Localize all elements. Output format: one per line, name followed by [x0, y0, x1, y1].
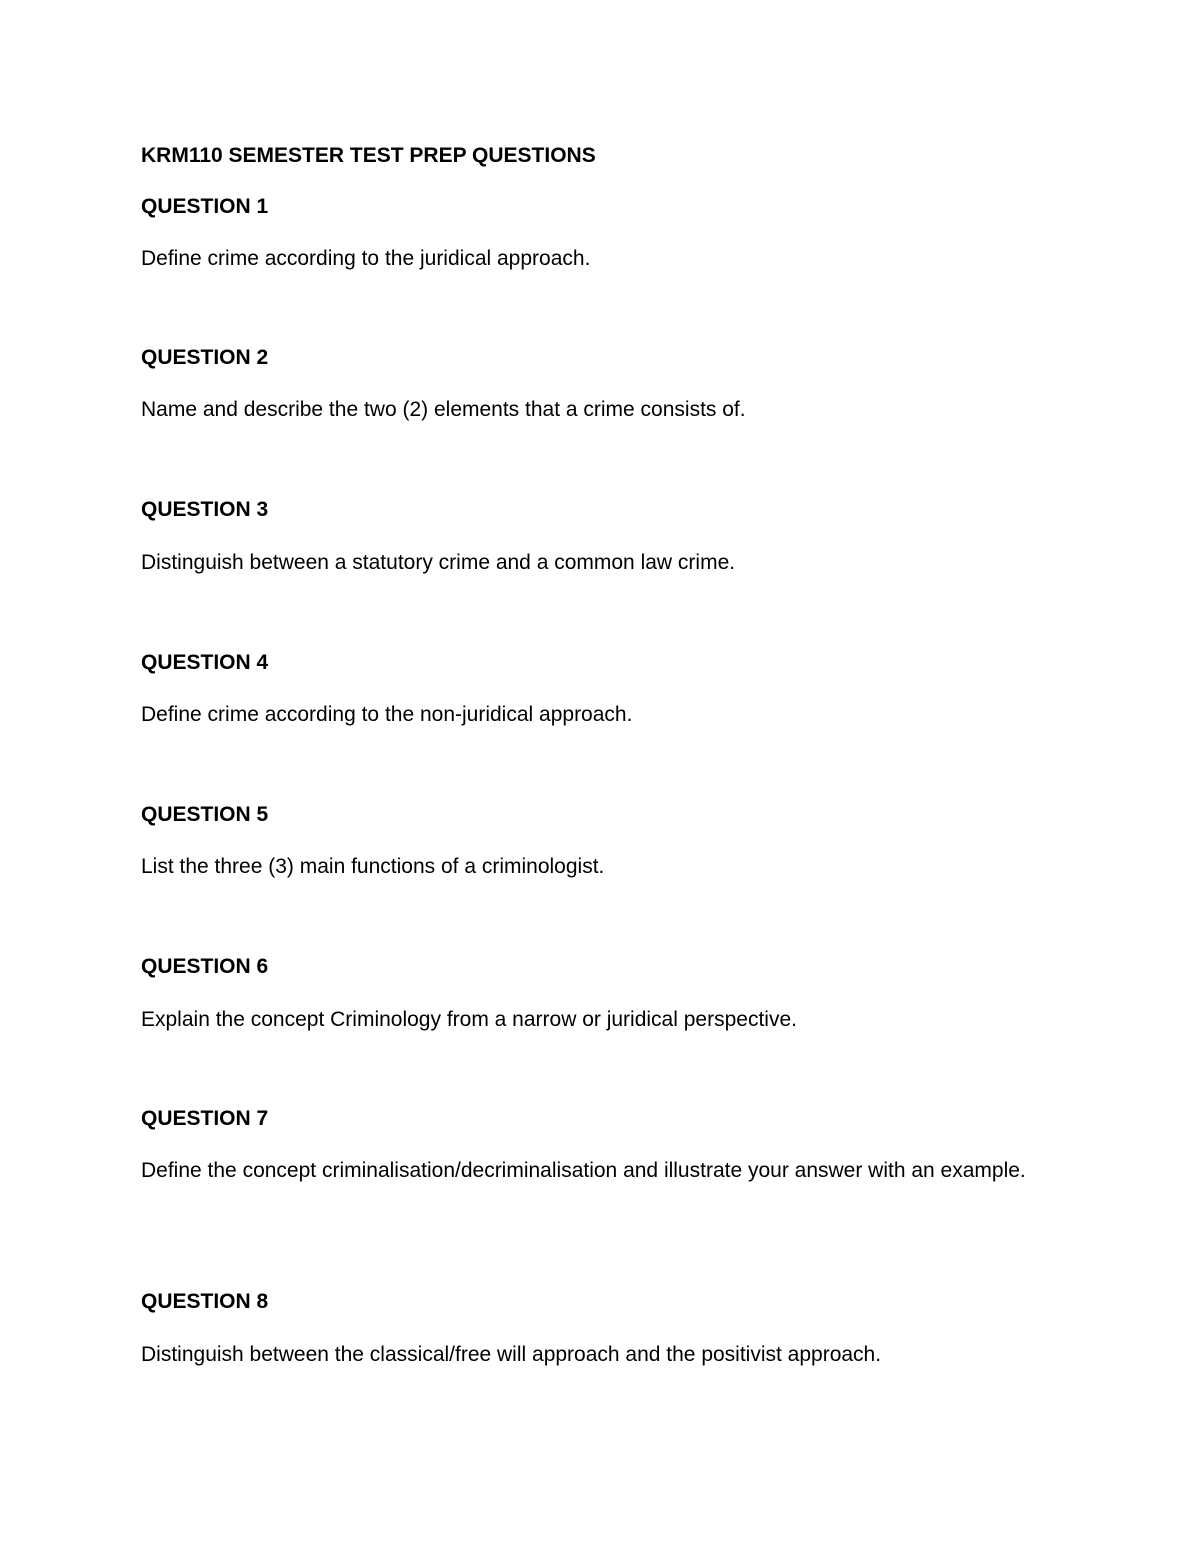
- question-1-heading: QUESTION 1: [141, 195, 269, 218]
- question-4-text: Define crime according to the non-juridical approach.: [141, 703, 633, 726]
- question-8-text: Distinguish between the classical/free will approach and the positivist approach.: [141, 1343, 882, 1366]
- question-2-heading: QUESTION 2: [141, 346, 269, 369]
- question-5-heading: QUESTION 5: [141, 803, 269, 826]
- document-title: KRM110 SEMESTER TEST PREP QUESTIONS: [141, 144, 596, 167]
- question-5-text: List the three (3) main functions of a criminologist.: [141, 855, 605, 878]
- question-4-heading: QUESTION 4: [141, 651, 269, 674]
- question-8-heading: QUESTION 8: [141, 1290, 269, 1313]
- question-7-heading: QUESTION 7: [141, 1107, 269, 1130]
- question-3-heading: QUESTION 3: [141, 498, 269, 521]
- question-7-text: Define the concept criminalisation/decriminalisation and illustrate your answer with an example.: [141, 1159, 1026, 1182]
- question-1-text: Define crime according to the juridical approach.: [141, 247, 591, 270]
- question-2-text: Name and describe the two (2) elements that a crime consists of.: [141, 398, 746, 421]
- question-6-heading: QUESTION 6: [141, 955, 269, 978]
- question-3-text: Distinguish between a statutory crime and a common law crime.: [141, 551, 736, 574]
- question-6-text: Explain the concept Criminology from a narrow or juridical perspective.: [141, 1008, 797, 1031]
